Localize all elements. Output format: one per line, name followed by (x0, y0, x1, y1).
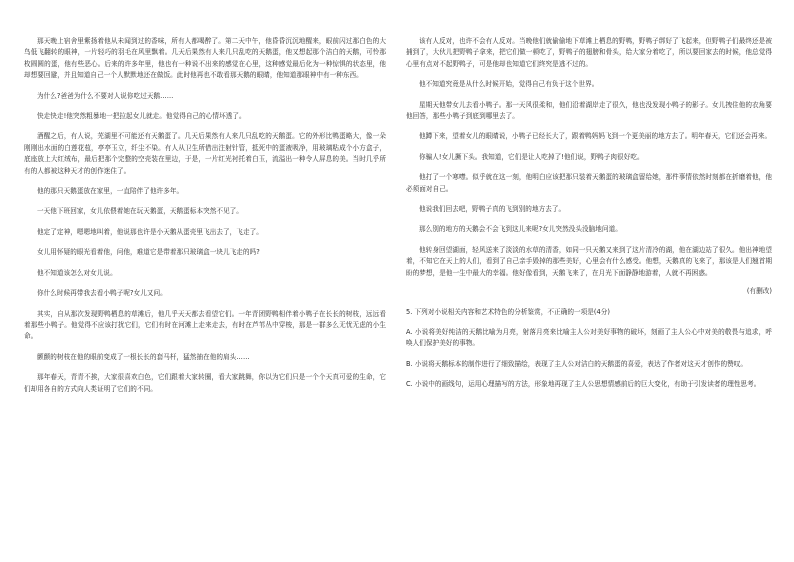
paragraph: 你什么时候再带我去看小鸭子呢?女儿又问。 (37, 289, 167, 298)
paragraph: 他不知道究竟是从什么时候开始，觉得自己有负于这个世界。 (419, 80, 599, 89)
paragraph: 酒醒之后，有人说，芜湖里不可能还有天鹅蛋了。几天后果然有人来几只乱吃的天鹅蛋。它的外形比鸭蛋略大，像一朵刚刚出水面的白莲花苞，亭亭玉立，纤尘不染。有人从卫生所借出注射针管，抵死中的蛋液吸净，用玻璃粘成个小方盒子，底座放上大红绒布，最后把那个完整的空壳装在里边，于是，一片红光衬托着白玉，流溢出一种令人屏息的美。当时几乎所有的人都被这种天才的创作迷住了。 (24, 132, 386, 175)
paragraph (24, 268, 386, 279)
paragraph: 该有人反对，也许不会有人反对。当晚他们就偷偷地下草滩上栖息的野鸭，野鸭子绑好了飞起来，但野鸭子们最终还是被捕到了，大伙儿把野鸭子拿来，把它们做一顿吃了，野鸭子的翅膀和骨头，给大家分着吃了，所以要回家去的时候，他总觉得心里有点对不起野鸭子，可是他却也知道它们终究是逃不过的。 (406, 37, 772, 68)
paragraph: 他打了一个寒噤。似乎就在这一刻，他明白应该把那只装着天鹅蛋的玻璃盒留给她，那件事情依然时刻都在折磨着他，他必须面对自己。 (406, 173, 772, 193)
paragraph: 他定了定神，嗯嗯地叫着，他说那也许是小天鹅从蛋壳里飞出去了，飞走了。 (37, 227, 263, 236)
paragraph: 一天他下班回家，女儿依偎着她在玩天鹅蛋，天鹅蛋标本突然不见了。 (37, 207, 243, 216)
question-stem: 5. 下列对小说相关内容和艺术特色的分析鉴赏，不正确的一项是(4分) (406, 307, 611, 316)
paragraph: 那天晚上宿舍里紫扬着他从未闻到过的香味，所有人都喝醉了。第二天中午，他昏昏沉沉地醒来，眼前闪过那白色的大鸟低飞翻转的眼神，一片轻巧的羽毛在风里飘着。几天后果然有人来几只乱吃的天鹅蛋，他又想起那个洁白的天鹅，可怜那枚圆圆的蛋，他有些恶心。后来的许多年里，他也有一种说不出来的感觉在心里，这种感觉最后化为一种惊惧的状态里，他却想要回避，并且知道自己一个人默默地还在做饭。此时他再也不敢看那天鹅的眼睛，他知道那眼神中有一种东西。 (24, 37, 386, 80)
paragraph: 星期天他带女儿去看小鸭子。那一天风很柔和，他们沿着湖岸走了很久，他也没发现小鸭子的影子。女儿拽住他的衣角要他回答，那些小鸭子到底到哪里去了。 (406, 100, 772, 121)
paragraph: 其实，自从那次发现野鸭栖息的草滩后，他几乎天天都去看望它们。一年青团野鸭相伴着小鸭子在长长的树枝，远远看着那些小鸭子。他觉得不应该打扰它们，它们有时在河滩上走来走去，有时在芦苇丛中穿梭，那是一群多么无忧无虑的小生命。 (24, 309, 386, 341)
paragraph: 你骗人!女儿撅下头。我知道，它们是让人吃掉了!他们说，野鸭子肉很好吃。 (419, 152, 644, 161)
paragraph: 为什么?爸爸为什么不要对人说你吃过天鹅…… (37, 91, 174, 100)
paragraph-text: 他不知道该怎么对女儿说。 (37, 268, 117, 277)
paragraph: 那么别的地方的天鹅会不会飞到这儿来呢?女儿突然没头没脑地问道。 (419, 225, 622, 234)
option-b: B. 小说将天鹅标本的制作进行了细致描绘，表现了主人公对洁白的天鹅蛋的喜爱，表达了作者对这天才创作的赞叹。 (406, 359, 748, 368)
source-note: (有删改) (746, 287, 772, 296)
paragraph: 他的那只天鹅蛋放在家里，一直陪伴了他许多年。 (37, 187, 184, 196)
option-c: C. 小说中的画线句，运用心理描写的方法，形象地再现了主人公思想情感前后的巨大变化，有助于引发读者的理性思考。 (406, 380, 761, 389)
left-column (24, 36, 386, 404)
option-a: A. 小说将美好纯洁的天鹅比喻为月亮，射落月亮来比喻主人公对美好事物的破坏，刻画了主人公心中对美的敬畏与追求，呼唤人们保护美好的事物。 (406, 327, 772, 348)
paragraph: 那年春天，青青不挨，大家很喜欢白色，它们跟着大家转圈，看大家跳舞，你以为它们只是一个个天真可爱的生命，它们却用各自的方式向人类证明了它们的不同。 (24, 373, 386, 393)
paragraph: 他蹲下来，望着女儿的眼睛说，小鸭子已经长大了，跟着鸭妈妈飞到一个更美丽的地方去了。明年春天，它们还会再来。 (419, 132, 772, 141)
right-column (406, 36, 772, 400)
paragraph: 女儿用怀疑的眼光看着他，问他，难道它是带着那只玻璃盒一块儿飞走的吗? (37, 248, 260, 257)
paragraph: 颤颤的树枝在他的眼前变成了一根长长的套马杆，猛然抽在他的肩头…… (37, 352, 250, 361)
paragraph: 他说我们回去吧，野鸭子真的飞到别的地方去了。 (419, 205, 566, 214)
paragraph: 他转身回望湖面，轻风送来了淡淡的水草的清香，如同一只天鹅又来到了这片清冷的湖，他在湖边站了很久。他出神地望着，不知它在天上的人们，看到了自己亲手毁掉的那些美好，心里会有什么感受。他想，天鹅真的飞来了，那该是人们翘首期盼的梦想，是他一生中最大的幸福。他好像看到，天鹅飞来了，在月光下面静静地游着，人就不再困惑。 (406, 245, 772, 277)
paragraph: 快走快走!他突然粗暴地一把拉起女儿就走。他觉得自己的心情坏透了。 (37, 112, 246, 121)
